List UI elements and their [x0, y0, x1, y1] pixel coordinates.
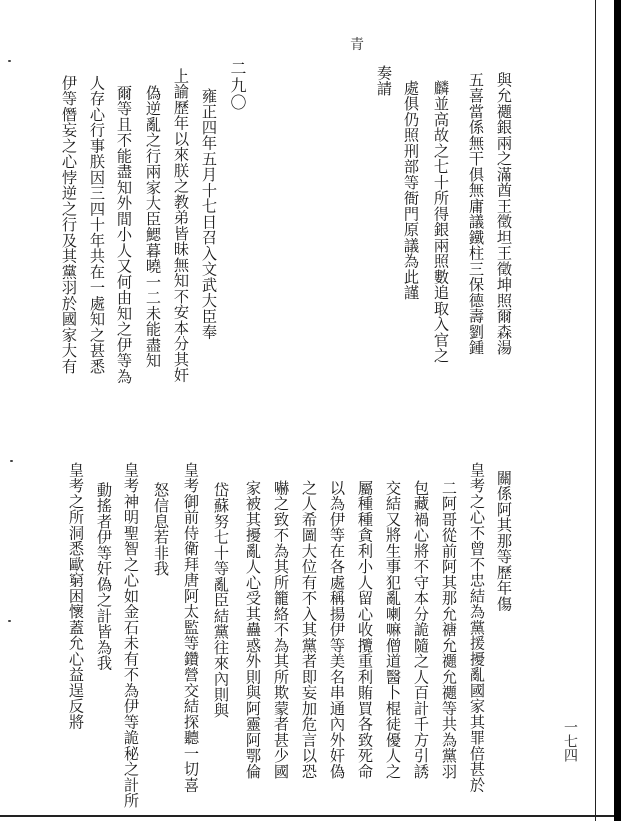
text-column: 皇考御前侍衛拜唐阿太監等鑽營交結探聽一切喜 — [182, 462, 200, 793]
text-column: 與允禵銀兩之滿酋王徵坦王徵坤照爾森湯 — [495, 72, 513, 356]
text-column: 處俱仍照刑部等衙門原議為此謹 — [402, 80, 420, 301]
scan-speck — [8, 60, 11, 62]
text-column: 關係阿其那等歷年傷 — [495, 470, 513, 612]
text-column: 怒信息若非我 — [152, 482, 170, 577]
text-column: 人存心行事朕因三四十年共在一處知之甚悉 — [88, 75, 106, 375]
text-column: 二阿哥從前阿其那允禟允禵允禵等共為黨羽 — [440, 480, 458, 780]
scan-speck — [10, 460, 13, 462]
document-number: 二九〇 — [228, 60, 247, 111]
text-column: 爾等且不能盡知外間小人又何由知之伊等為 — [115, 85, 133, 385]
text-column: 皇考神明聖智之心如金石未有不為伊等詭秘之計所 — [122, 462, 140, 809]
text-column: 家被其擾亂人心受其蠱惑外則與阿靈阿鄂倫 — [244, 480, 262, 780]
text-column: 奏請 — [375, 65, 393, 97]
scan-speck — [8, 620, 11, 622]
text-column: 包藏禍心將不守本分詭隨之人百計千方引誘 — [412, 480, 430, 780]
text-column: 嚇之致不為其所籠絡不為其所欺蒙者甚少國 — [272, 480, 290, 780]
text-column: 以為伊等在各處稱揚伊等美名串通內外奸偽 — [328, 480, 346, 780]
text-column: 皇考之所洞悉歐窮困懷蓋允心益逞反將 — [67, 462, 85, 730]
text-column: 偽逆亂之行兩家大臣鰓暮曉一二未能盡知 — [144, 85, 162, 369]
page-border-right — [595, 0, 596, 821]
text-column: 動搖者伊等奸偽之計皆為我 — [95, 482, 113, 671]
text-column: 交結又將生事犯亂喇嘛僧道醫卜棍徒優人之 — [384, 480, 402, 780]
text-column: 皇考之心不曾不忠結為黨援擾亂國家其罪倍甚於 — [468, 462, 486, 793]
text-column: 之人希圖大位有不入其黨者即妄加危言以恐 — [300, 480, 318, 780]
page-header: 青 — [350, 37, 365, 53]
text-column: 雍正四年五月十七日召入文武大臣奉 — [200, 88, 218, 340]
text-column: 屬種種貪利小人留心收攬重利賄買各致死命 — [356, 480, 374, 780]
text-column: 伊等僭妄之心悖逆之行及其黨羽於國家大有 — [60, 75, 78, 375]
text-column: 上諭歷年以來朕之教弟皆昧無知不安本分其奸 — [172, 68, 190, 383]
text-column: 岱蘇努七十等亂臣結黨往來內則與 — [212, 482, 230, 719]
page-number: 一七四 — [562, 720, 578, 762]
page-border-bottom — [0, 815, 614, 817]
text-column: 麟並高故之七十所得銀兩照數追取入官之 — [432, 80, 450, 364]
text-column: 五喜當係無干俱無庸議鐵柱三保德壽劉鍾 — [467, 72, 485, 356]
